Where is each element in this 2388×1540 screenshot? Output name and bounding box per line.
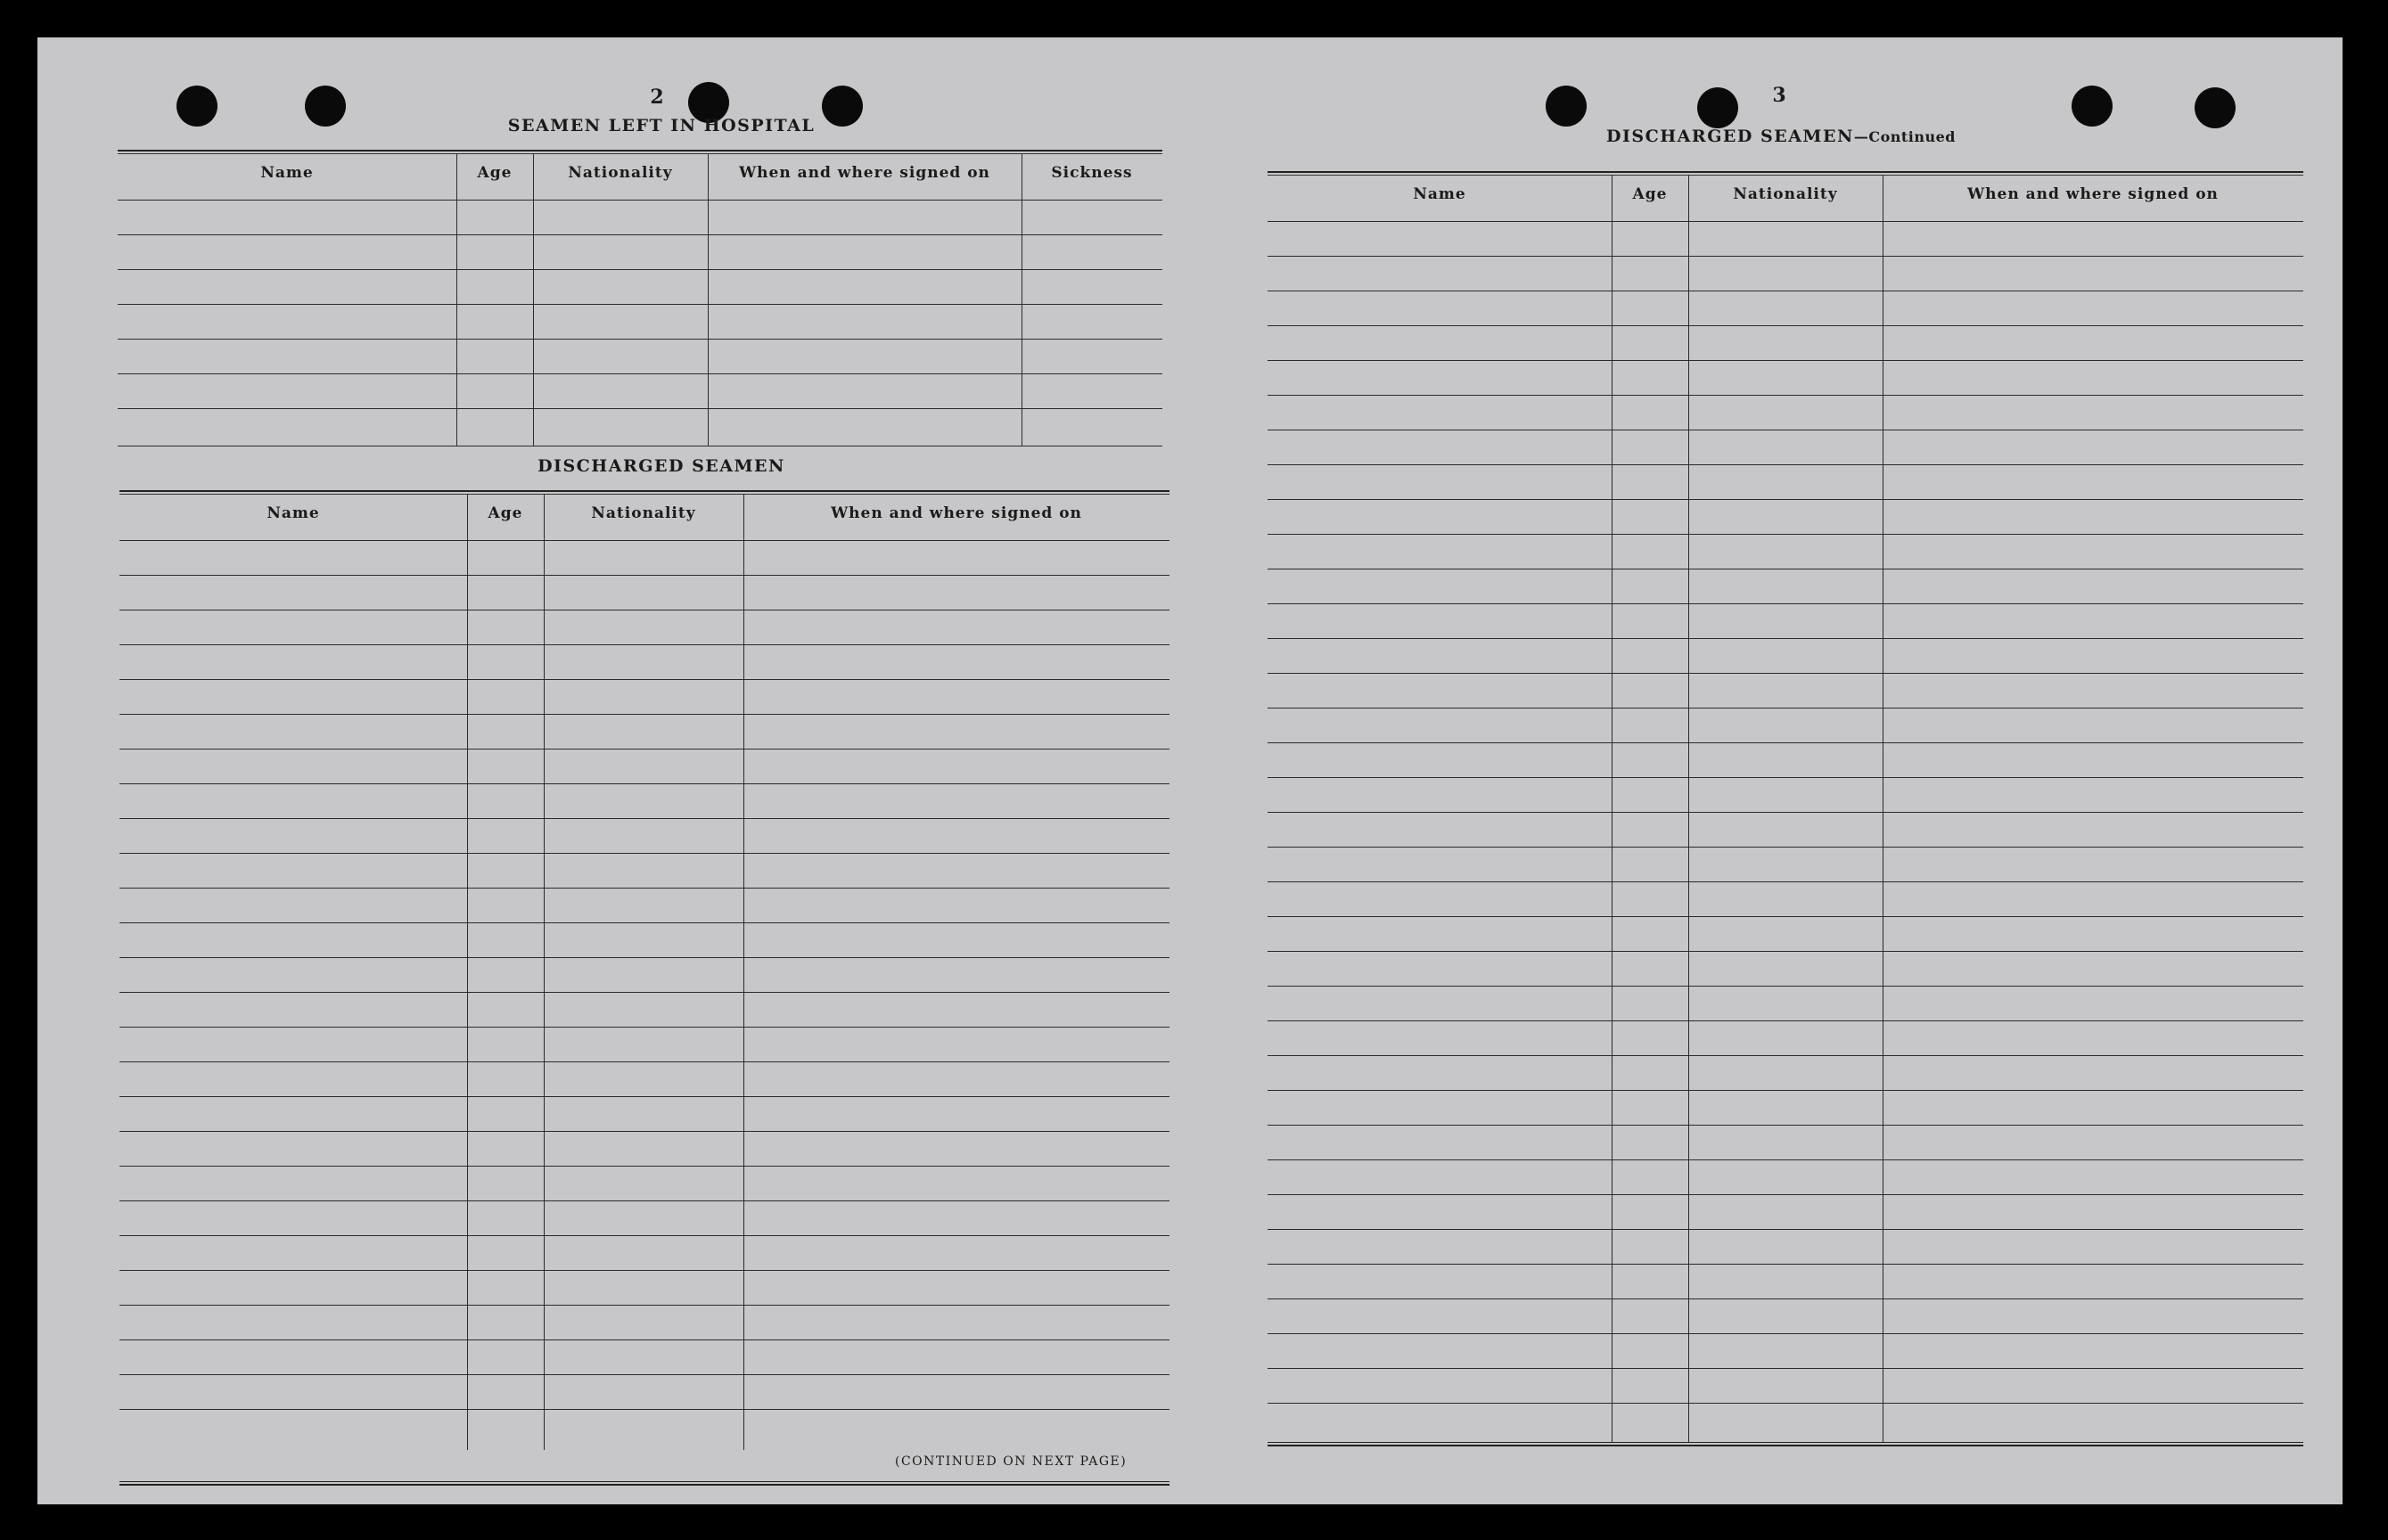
- column-divider: [456, 154, 457, 446]
- row-line: [119, 1200, 1169, 1201]
- row-line: [1268, 916, 2303, 917]
- column-header-nationality: Nationality: [1733, 185, 1838, 203]
- row-line: [119, 853, 1169, 854]
- column-header-age: Age: [488, 504, 523, 522]
- row-line: [119, 679, 1169, 680]
- table-top-rule: [1268, 171, 2303, 176]
- row-line: [1268, 638, 2303, 639]
- discharged-table-left: [119, 490, 1169, 1488]
- row-line: [119, 1305, 1169, 1306]
- column-divider: [743, 495, 744, 1450]
- row-line: [119, 992, 1169, 993]
- continued-section-title: [1606, 127, 1956, 146]
- hospital-section-title: SEAMEN LEFT IN HOSPITAL: [507, 116, 816, 135]
- row-line: [119, 957, 1169, 958]
- row-line: [118, 200, 1162, 201]
- row-line: [119, 1339, 1169, 1340]
- row-line: [1268, 534, 2303, 535]
- row-line: [119, 1061, 1169, 1062]
- column-header-signed-on: When and where signed on: [739, 164, 990, 182]
- column-header-name: Name: [260, 164, 314, 182]
- punch-hole: [2072, 86, 2113, 127]
- column-header-name: Name: [1413, 185, 1466, 203]
- left-page-number: 2: [650, 86, 664, 109]
- column-header-nationality: Nationality: [591, 504, 696, 522]
- column-header-signed-on: When and where signed on: [1967, 185, 2219, 203]
- row-line: [1268, 395, 2303, 396]
- column-header-sickness: Sickness: [1051, 164, 1133, 182]
- row-line: [119, 922, 1169, 923]
- punch-hole: [1697, 87, 1738, 128]
- row-line: [119, 1166, 1169, 1167]
- row-line: [1268, 986, 2303, 987]
- row-line: [1268, 499, 2303, 500]
- continued-title-suffix: —Continued: [1853, 128, 1956, 145]
- row-line: [1268, 1333, 2303, 1334]
- row-line: [119, 1270, 1169, 1271]
- punch-hole: [176, 86, 217, 127]
- row-line: [1268, 1194, 2303, 1195]
- row-line: [1268, 1125, 2303, 1126]
- row-line: [1268, 1264, 2303, 1265]
- row-line: [119, 888, 1169, 889]
- form-sheet: [37, 37, 2343, 1504]
- row-line: [1268, 1368, 2303, 1369]
- row-line: [118, 304, 1162, 305]
- row-line: [1268, 777, 2303, 778]
- punch-hole: [1546, 86, 1587, 127]
- column-divider: [533, 154, 534, 446]
- row-line: [1268, 847, 2303, 848]
- row-line: [119, 575, 1169, 576]
- row-line: [1268, 1298, 2303, 1299]
- hospital-table: [118, 150, 1162, 483]
- continued-note: (CONTINUED ON NEXT PAGE): [895, 1454, 1128, 1469]
- column-divider: [1612, 176, 1613, 1443]
- row-line: [119, 540, 1169, 541]
- row-line: [119, 749, 1169, 750]
- row-line: [119, 1131, 1169, 1132]
- column-header-name: Name: [267, 504, 320, 522]
- row-line: [119, 783, 1169, 784]
- row-line: [119, 818, 1169, 819]
- punch-hole: [2195, 87, 2236, 128]
- row-line: [1268, 951, 2303, 952]
- row-line: [1268, 464, 2303, 465]
- row-line: [119, 644, 1169, 645]
- row-line: [1268, 1090, 2303, 1091]
- row-line: [1268, 1055, 2303, 1056]
- table-top-rule: [118, 150, 1162, 154]
- column-header-age: Age: [477, 164, 513, 182]
- row-line: [1268, 881, 2303, 882]
- row-line: [118, 339, 1162, 340]
- column-header-nationality: Nationality: [568, 164, 673, 182]
- row-line: [1268, 1229, 2303, 1230]
- row-line: [119, 1027, 1169, 1028]
- continued-title-main: DISCHARGED SEAMEN: [1606, 127, 1854, 146]
- row-line: [1268, 742, 2303, 743]
- column-header-signed-on: When and where signed on: [831, 504, 1082, 522]
- row-line: [1268, 221, 2303, 222]
- row-line: [118, 269, 1162, 270]
- right-page-number: 3: [1772, 84, 1786, 107]
- column-divider: [544, 495, 545, 1450]
- row-line: [1268, 708, 2303, 709]
- row-line: [1268, 603, 2303, 604]
- row-line: [1268, 1020, 2303, 1021]
- row-line: [118, 234, 1162, 235]
- punch-hole: [305, 86, 346, 127]
- row-line: [118, 408, 1162, 409]
- row-line: [1268, 360, 2303, 361]
- row-line: [1268, 812, 2303, 813]
- row-line: [118, 373, 1162, 374]
- row-line: [119, 1235, 1169, 1236]
- column-divider: [708, 154, 709, 446]
- row-line: [1268, 325, 2303, 326]
- row-line: [1268, 1159, 2303, 1160]
- column-divider: [467, 495, 468, 1450]
- column-header-age: Age: [1632, 185, 1668, 203]
- discharged-section-title: DISCHARGED SEAMEN: [538, 456, 785, 476]
- row-line: [119, 1096, 1169, 1097]
- row-line: [1268, 1403, 2303, 1404]
- row-line: [119, 1409, 1169, 1410]
- row-line: [1268, 673, 2303, 674]
- table-bottom-rule: [1268, 1442, 2303, 1446]
- row-line: [119, 714, 1169, 715]
- row-line: [119, 1374, 1169, 1375]
- column-divider: [1688, 176, 1689, 1443]
- discharged-table-right: [1268, 171, 2303, 1490]
- table-bottom-rule: [119, 1481, 1169, 1486]
- table-top-rule: [119, 490, 1169, 495]
- row-line: [1268, 256, 2303, 257]
